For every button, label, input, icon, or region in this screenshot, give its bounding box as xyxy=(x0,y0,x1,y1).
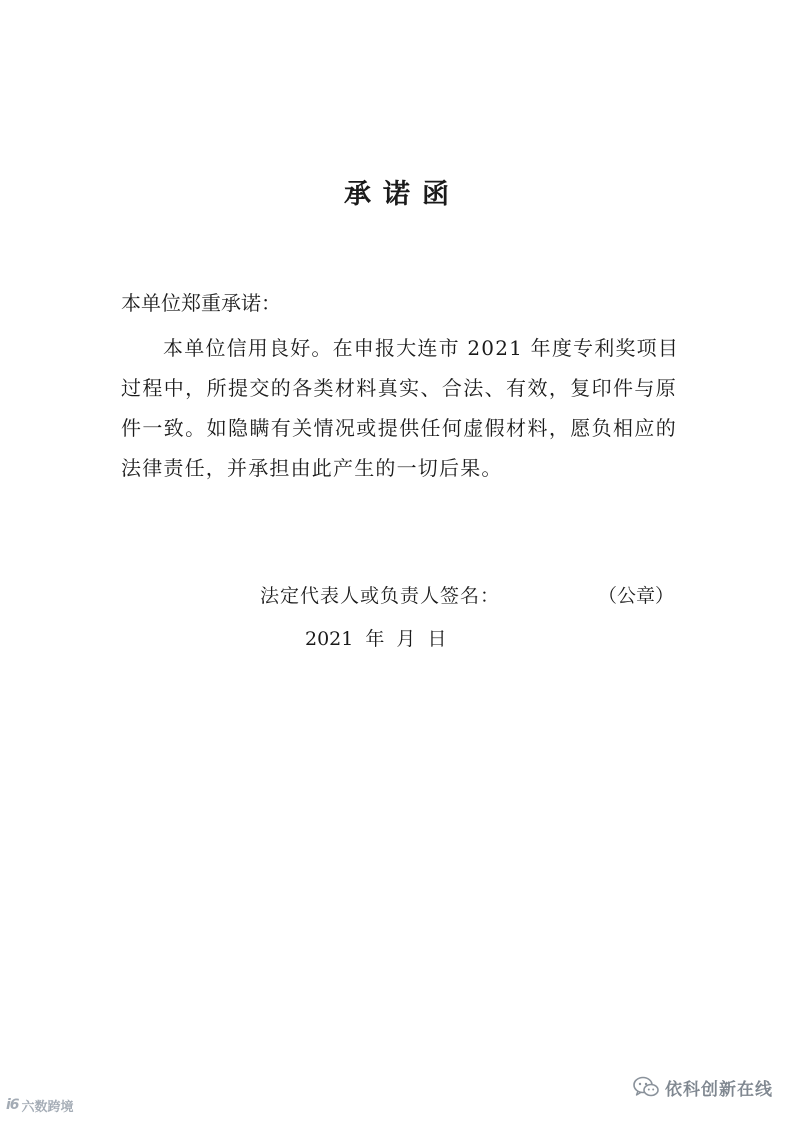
body-line: 本单位信用良好。在申报大连市 2021 年度专利奖项目 xyxy=(163,336,680,360)
watermark-right-text: 依科创新在线 xyxy=(665,1079,773,1100)
watermark-left-text: 六数跨境 xyxy=(21,1099,74,1115)
wechat-icon xyxy=(633,1076,659,1098)
logo-icon: i6 xyxy=(6,1097,19,1113)
watermark-right xyxy=(633,1073,773,1101)
body-line: 过程中，所提交的各类材料真实、合法、有效，复印件与原 xyxy=(121,376,677,400)
date-line: 2021 年 月 日 xyxy=(305,628,447,650)
signature-line xyxy=(260,582,680,610)
body-paragraph xyxy=(121,328,680,488)
opening-line: 本单位郑重承诺： xyxy=(121,291,281,315)
watermark-left xyxy=(6,1093,74,1117)
body-line: 件一致。如隐瞒有关情况或提供任何虚假材料，愿负相应的 xyxy=(121,416,677,440)
signature-label: 法定代表人或负责人签名： xyxy=(260,585,501,607)
seal-label: （公章） xyxy=(598,585,675,607)
body-line: 法律责任，并承担由此产生的一切后果。 xyxy=(121,456,503,480)
document-title: 承诺函 xyxy=(344,179,461,210)
